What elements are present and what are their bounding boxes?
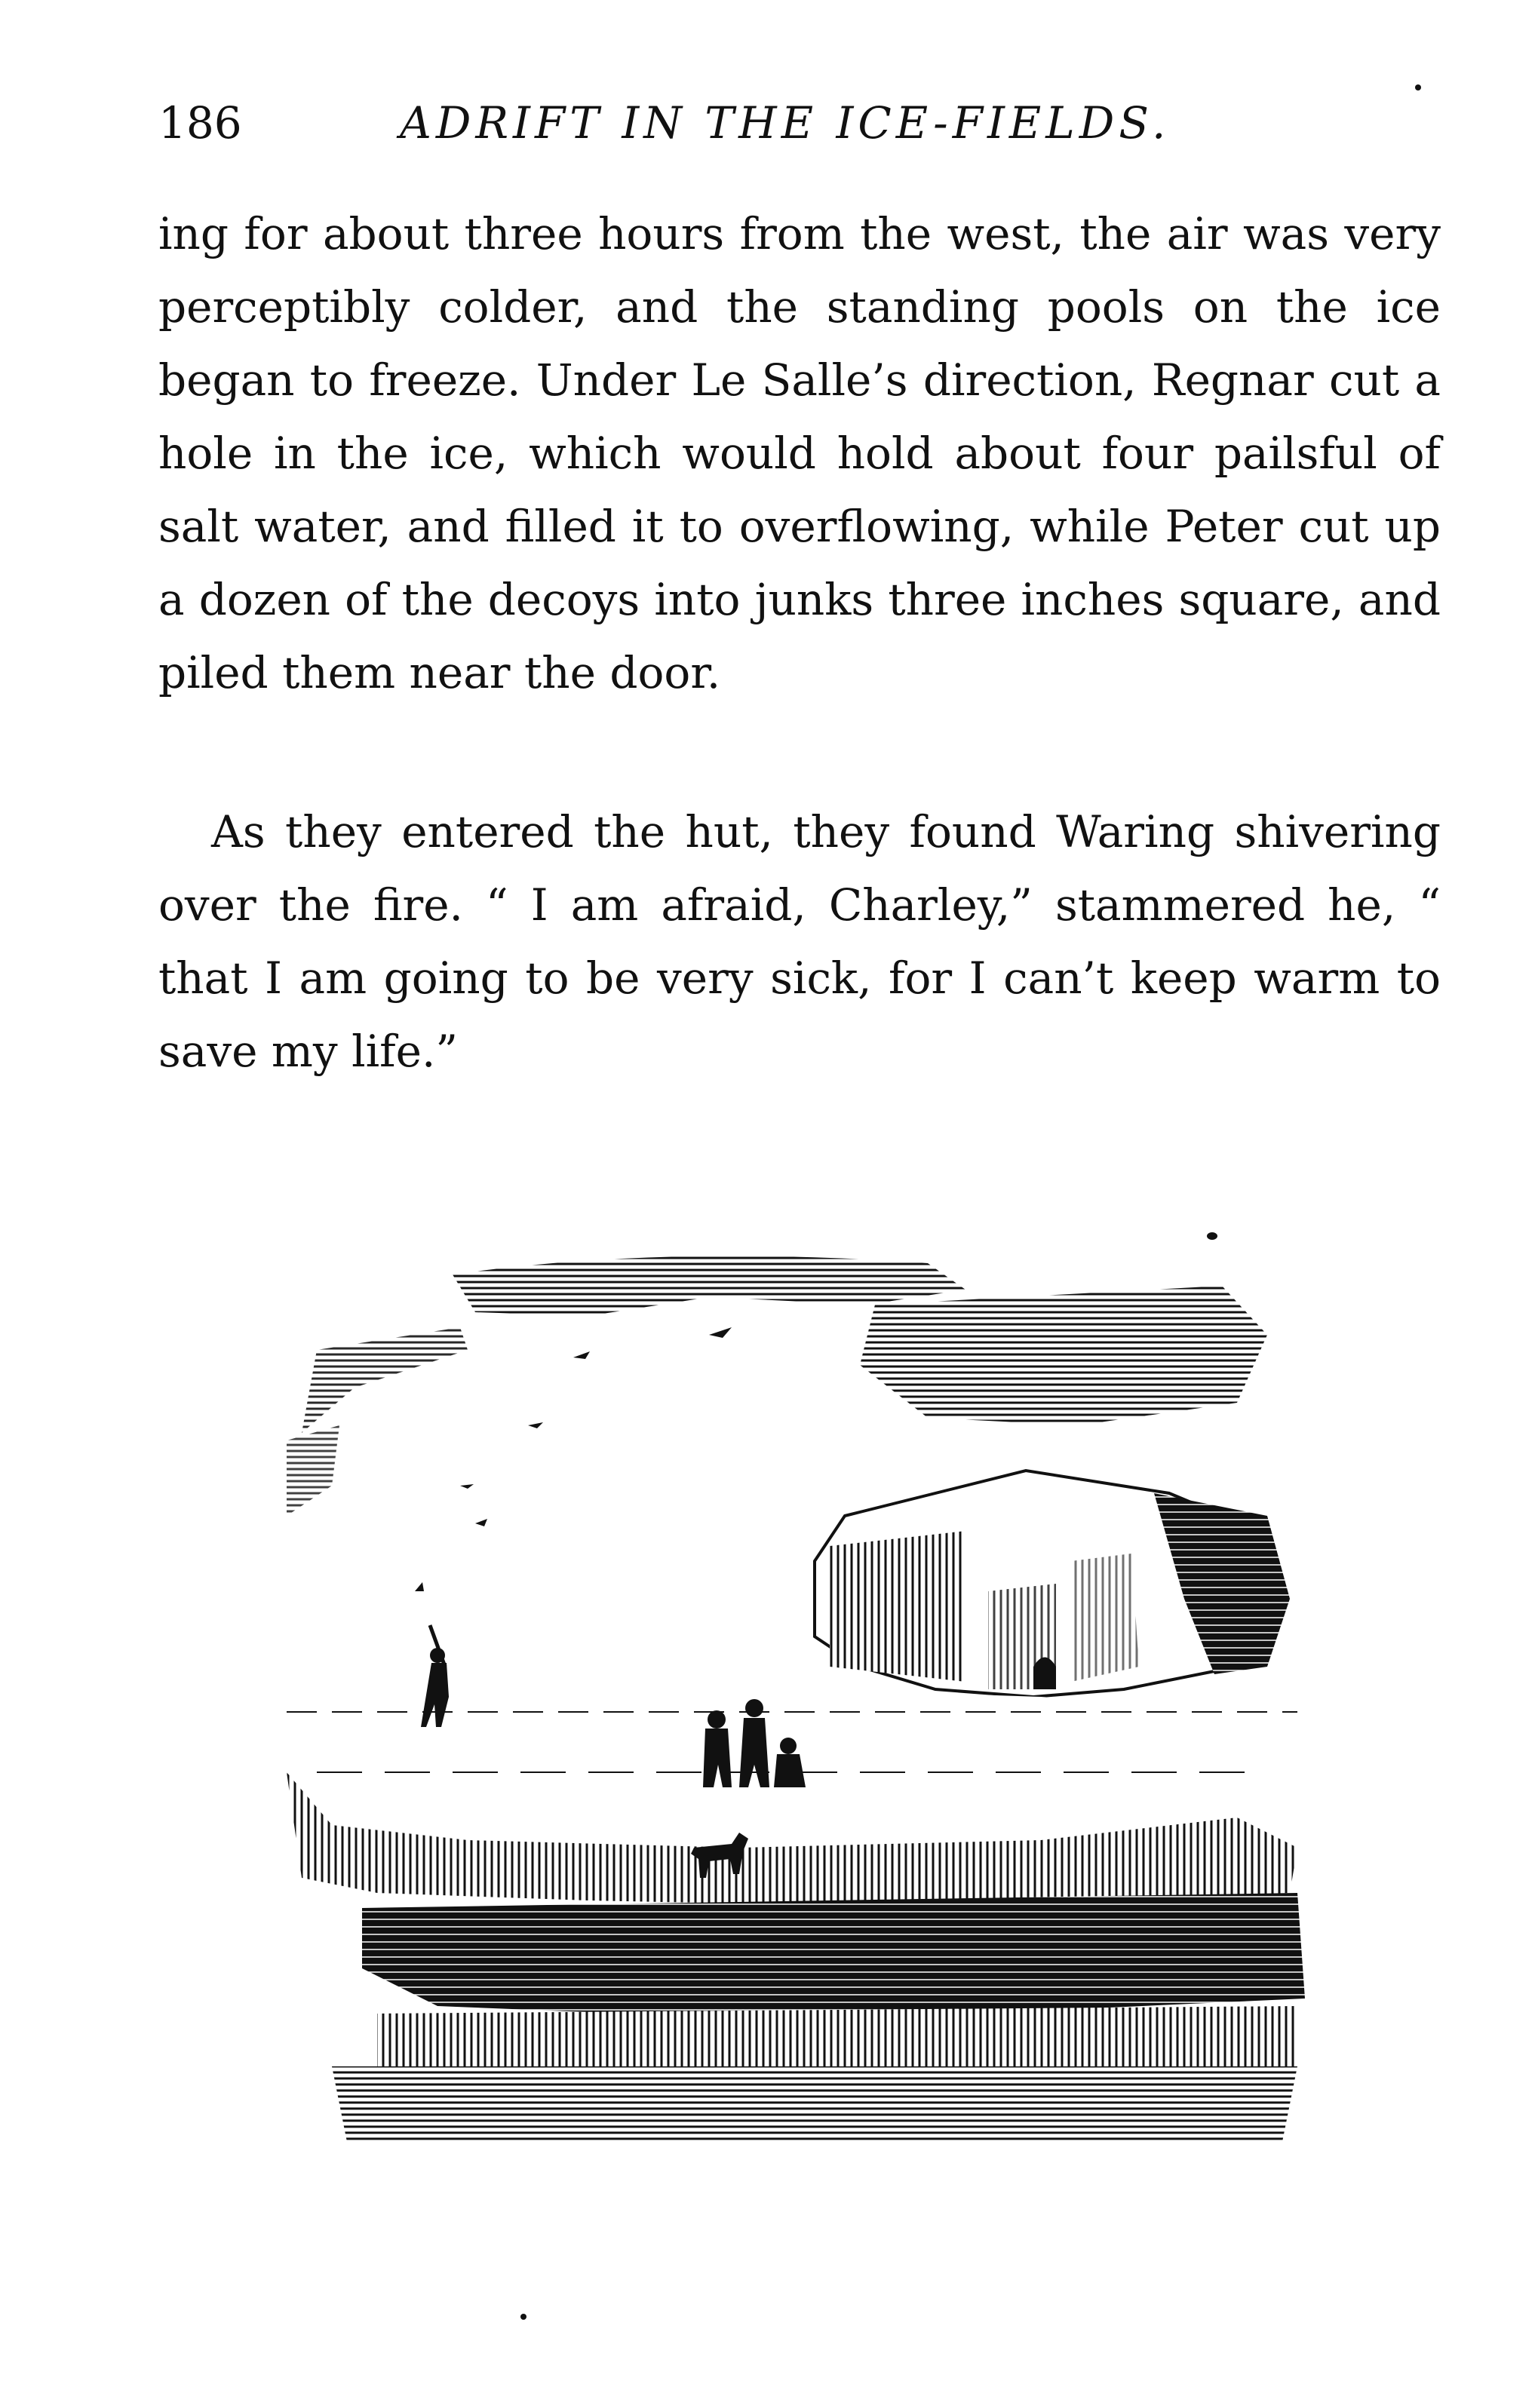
paragraph-2 xyxy=(158,796,1441,1088)
page-header xyxy=(158,89,1441,157)
ink-speck xyxy=(1415,84,1421,90)
paragraph-2-text: As they entered the hut, they found Waring shivering over the fire. “ I am afraid, Charley,” stammered he, “ that I am going to be very sick, for I can’t keep warm to save my life.” xyxy=(158,806,1441,1077)
flying-birds xyxy=(415,1327,732,1591)
dark-water xyxy=(332,1893,1305,2142)
iceberg xyxy=(815,1471,1290,1697)
page-number: 186 xyxy=(158,97,242,149)
engraving-illustration xyxy=(287,1244,1312,2164)
sky-clouds xyxy=(287,1256,1267,1516)
running-title: ADRIFT IN THE ICE-FIELDS. xyxy=(400,97,1171,149)
paragraph-1 xyxy=(158,198,1441,710)
paragraph-1-text: ing for about three hours from the west, the air was very perceptibly colder, and the standing pools on the ice began to freeze. Under Le Salle’s direction, Regnar cut a hole in the ice, which would hold about four pailsful of salt water, and filled it to overflowing, while Peter cut up a dozen of the decoys into junks three inches square, and piled them near the door. xyxy=(158,208,1441,698)
ink-speck xyxy=(520,2314,526,2320)
ink-speck xyxy=(1207,1232,1217,1240)
